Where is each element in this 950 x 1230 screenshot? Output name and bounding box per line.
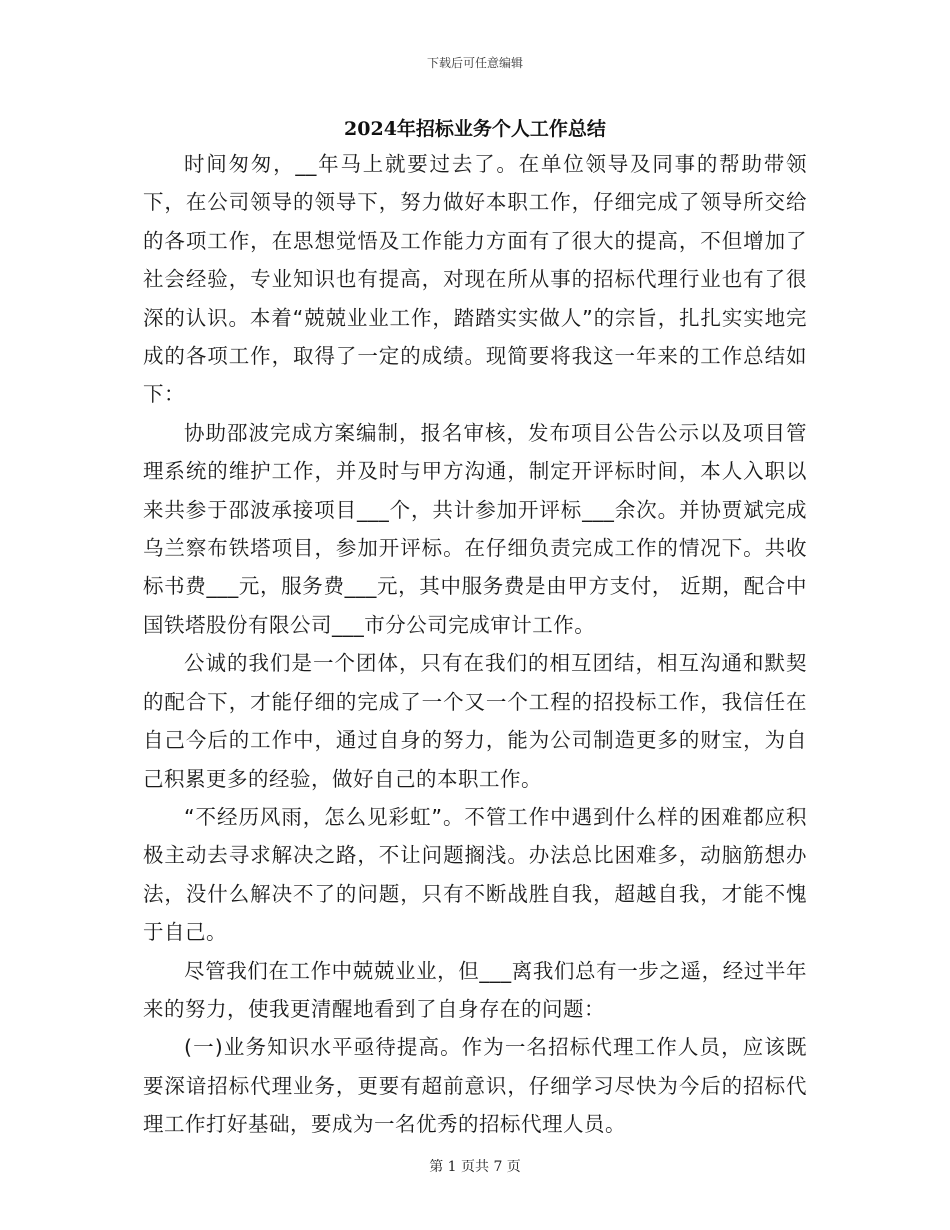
document-body bbox=[143, 145, 807, 1144]
paragraph-attitude: “不经历风雨，怎么见彩虹”。不管工作中遇到什么样的困难都应积极主动去寻求解决之路，不让问题搁浅。办法总比困难多，动脑筋想办法，没什么解决不了的问题，只有不断战胜自我，超越自我，才能不愧于自己。 bbox=[143, 804, 807, 945]
paragraph-teamwork: 公诚的我们是一个团体，只有在我们的相互团结，相互沟通和默契的配合下，才能仔细的完成了一个又一个工程的招投标工作，我信任在自己今后的工作中，通过自身的努力，能为公司制造更多的财宝，为自己积累更多的经验，做好自己的本职工作。 bbox=[143, 651, 807, 791]
paragraph-work-duties: 协助邵波完成方案编制，报名审核，发布项目公告公示以及项目管理系统的维护工作，并及时与甲方沟通，制定开评标时间，本人入职以来共参于邵波承接项目___个，共计参加开评标___余次。并协贾斌完成乌兰察布铁塔项目，参加开评标。在仔细负责完成工作的情况下。共收标书费___元，服务费___元，其中服务费是由甲方支付， 近期，配合中国铁塔股份有限公司___市分公司完成审计工作。 bbox=[143, 420, 807, 637]
paragraph-problems-intro: 尽管我们在工作中兢兢业业，但___离我们总有一步之遥，经过半年来的努力，使我更清醒地看到了自身存在的问题： bbox=[143, 958, 807, 1021]
document-title: 2024年招标业务个人工作总结 bbox=[344, 118, 606, 140]
page-footer: 第 1 页共 7 页 bbox=[429, 1159, 521, 1175]
header-note: 下载后可任意编辑 bbox=[426, 56, 523, 70]
paragraph-intro: 时间匆匆，__年马上就要过去了。在单位领导及同事的帮助带领下，在公司领导的领导下，努力做好本职工作，仔细完成了领导所交给的各项工作，在思想觉悟及工作能力方面有了很大的提高，不但增加了社会经验，专业知识也有提高，对现在所从事的招标代理行业也有了很深的认识。本着“兢兢业业工作，踏踏实实做人”的宗旨，扎扎实实地完成的各项工作，取得了一定的成绩。现简要将我这一年来的工作总结如下： bbox=[143, 152, 807, 407]
paragraph-problem-one: (一)业务知识水平亟待提高。作为一名招标代理工作人员，应该既要深谙招标代理业务，更要有超前意识，仔细学习尽快为今后的招标代理工作打好基础，要成为一名优秀的招标代理人员。 bbox=[143, 1035, 807, 1137]
